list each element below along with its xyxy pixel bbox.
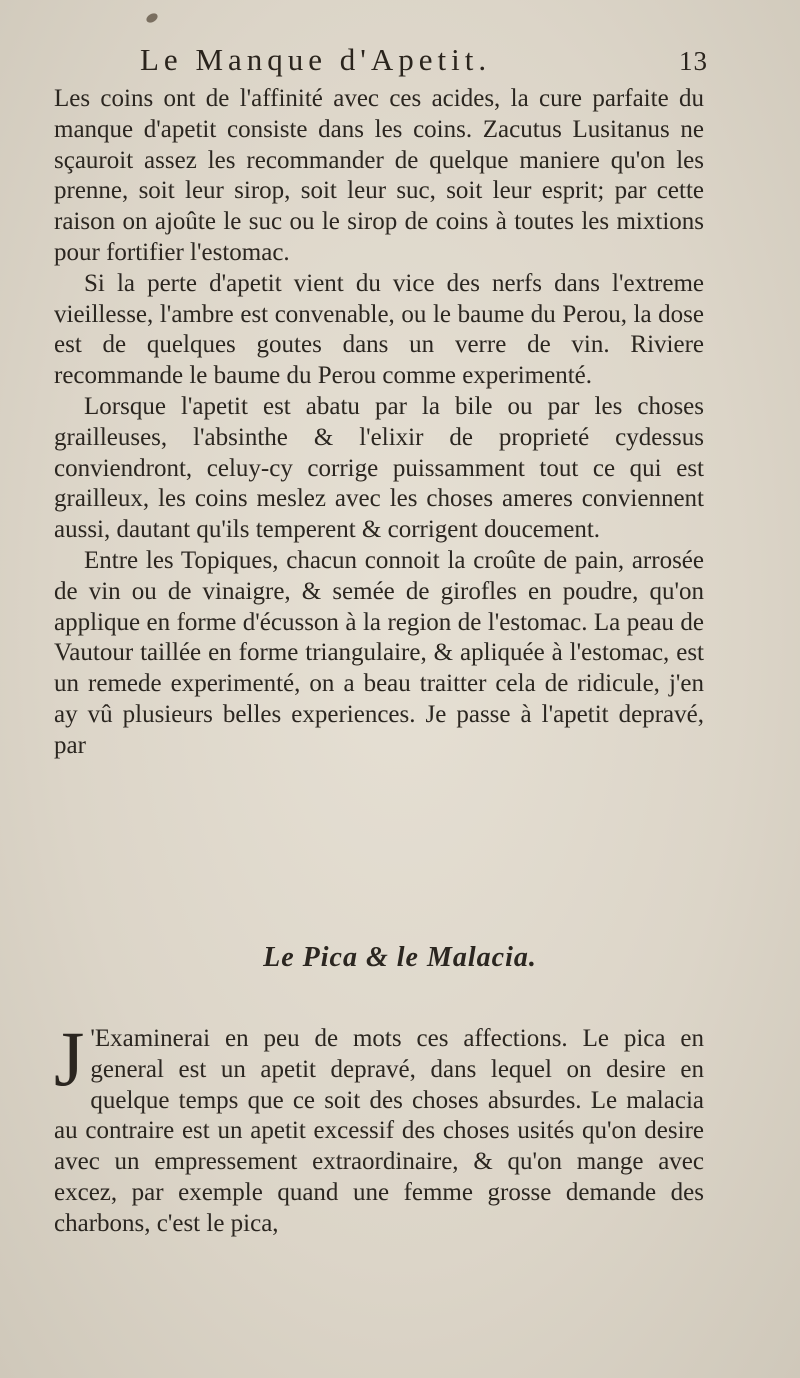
paragraph-nerfs: Si la perte d'apetit vient du vice des nerfs dans l'extreme vieillesse, l'ambre est convenable, ou le baume du Perou, la dose est de quelques goutes dans un verre de vin. Riviere recommande le baume du Perou comme experimenté. [54,269,704,390]
ink-mark [145,12,159,25]
main-text [54,84,704,762]
page-number: 13 [679,46,708,76]
section-text [54,1015,704,1240]
running-title: Le Manque d'Apetit. [140,42,492,77]
paragraph-bile: Lorsque l'apetit est abatu par la bile ou par les choses grailleuses, l'absinthe & l'elixir de proprieté cydessus conviendront, celuy-cy corrige puissamment tout ce qui est grailleux, les coins meslez avec les choses ameres conviennent aussi, dautant qu'ils temperent & corrigent doucement. [54,392,704,544]
paragraph-coins: Les coins ont de l'affinité avec ces acides, la cure parfaite du manque d'apetit consiste dans les coins. Zacutus Lusitanus ne sçauroit assez les recommander de quelque maniere qu'on les prenne, soit leur sirop, soit leur suc, soit leur esprit; par cette raison on ajoûte le suc ou le sirop de coins à toutes les mixtions pour fortifier l'estomac. [54,85,704,266]
section-heading: Le Pica & le Malacia. [263,942,537,973]
paragraph-topiques: Entre les Topiques, chacun connoit la croûte de pain, arrosée de vin ou de vinaigre, & semée de girofles en poudre, qu'on applique en forme d'écusson à la region de l'estomac. La peau de Vautour taillée en forme triangulaire, & apliquée à l'estomac, est un remede experimenté, on a beau traitter cela de ridicule, j'en ay vû plusieurs belles experiences. Je passe à l'apetit depravé, par [54,546,704,759]
section-paragraph: 'Examinerai en peu de mots ces affections. Le pica en general est un apetit depravé, dans lequel on desire en quelque temps que ce soit des choses absurdes. Le malacia au contraire est un apetit excessif des choses usités qu'on desire avec un empressement extraordinaire, & qu'on mange avec excez, par exemple quand une femme grosse demande des charbons, c'est le pica, [54,1025,704,1237]
drop-cap: J [54,1015,85,1102]
running-header [140,42,708,78]
